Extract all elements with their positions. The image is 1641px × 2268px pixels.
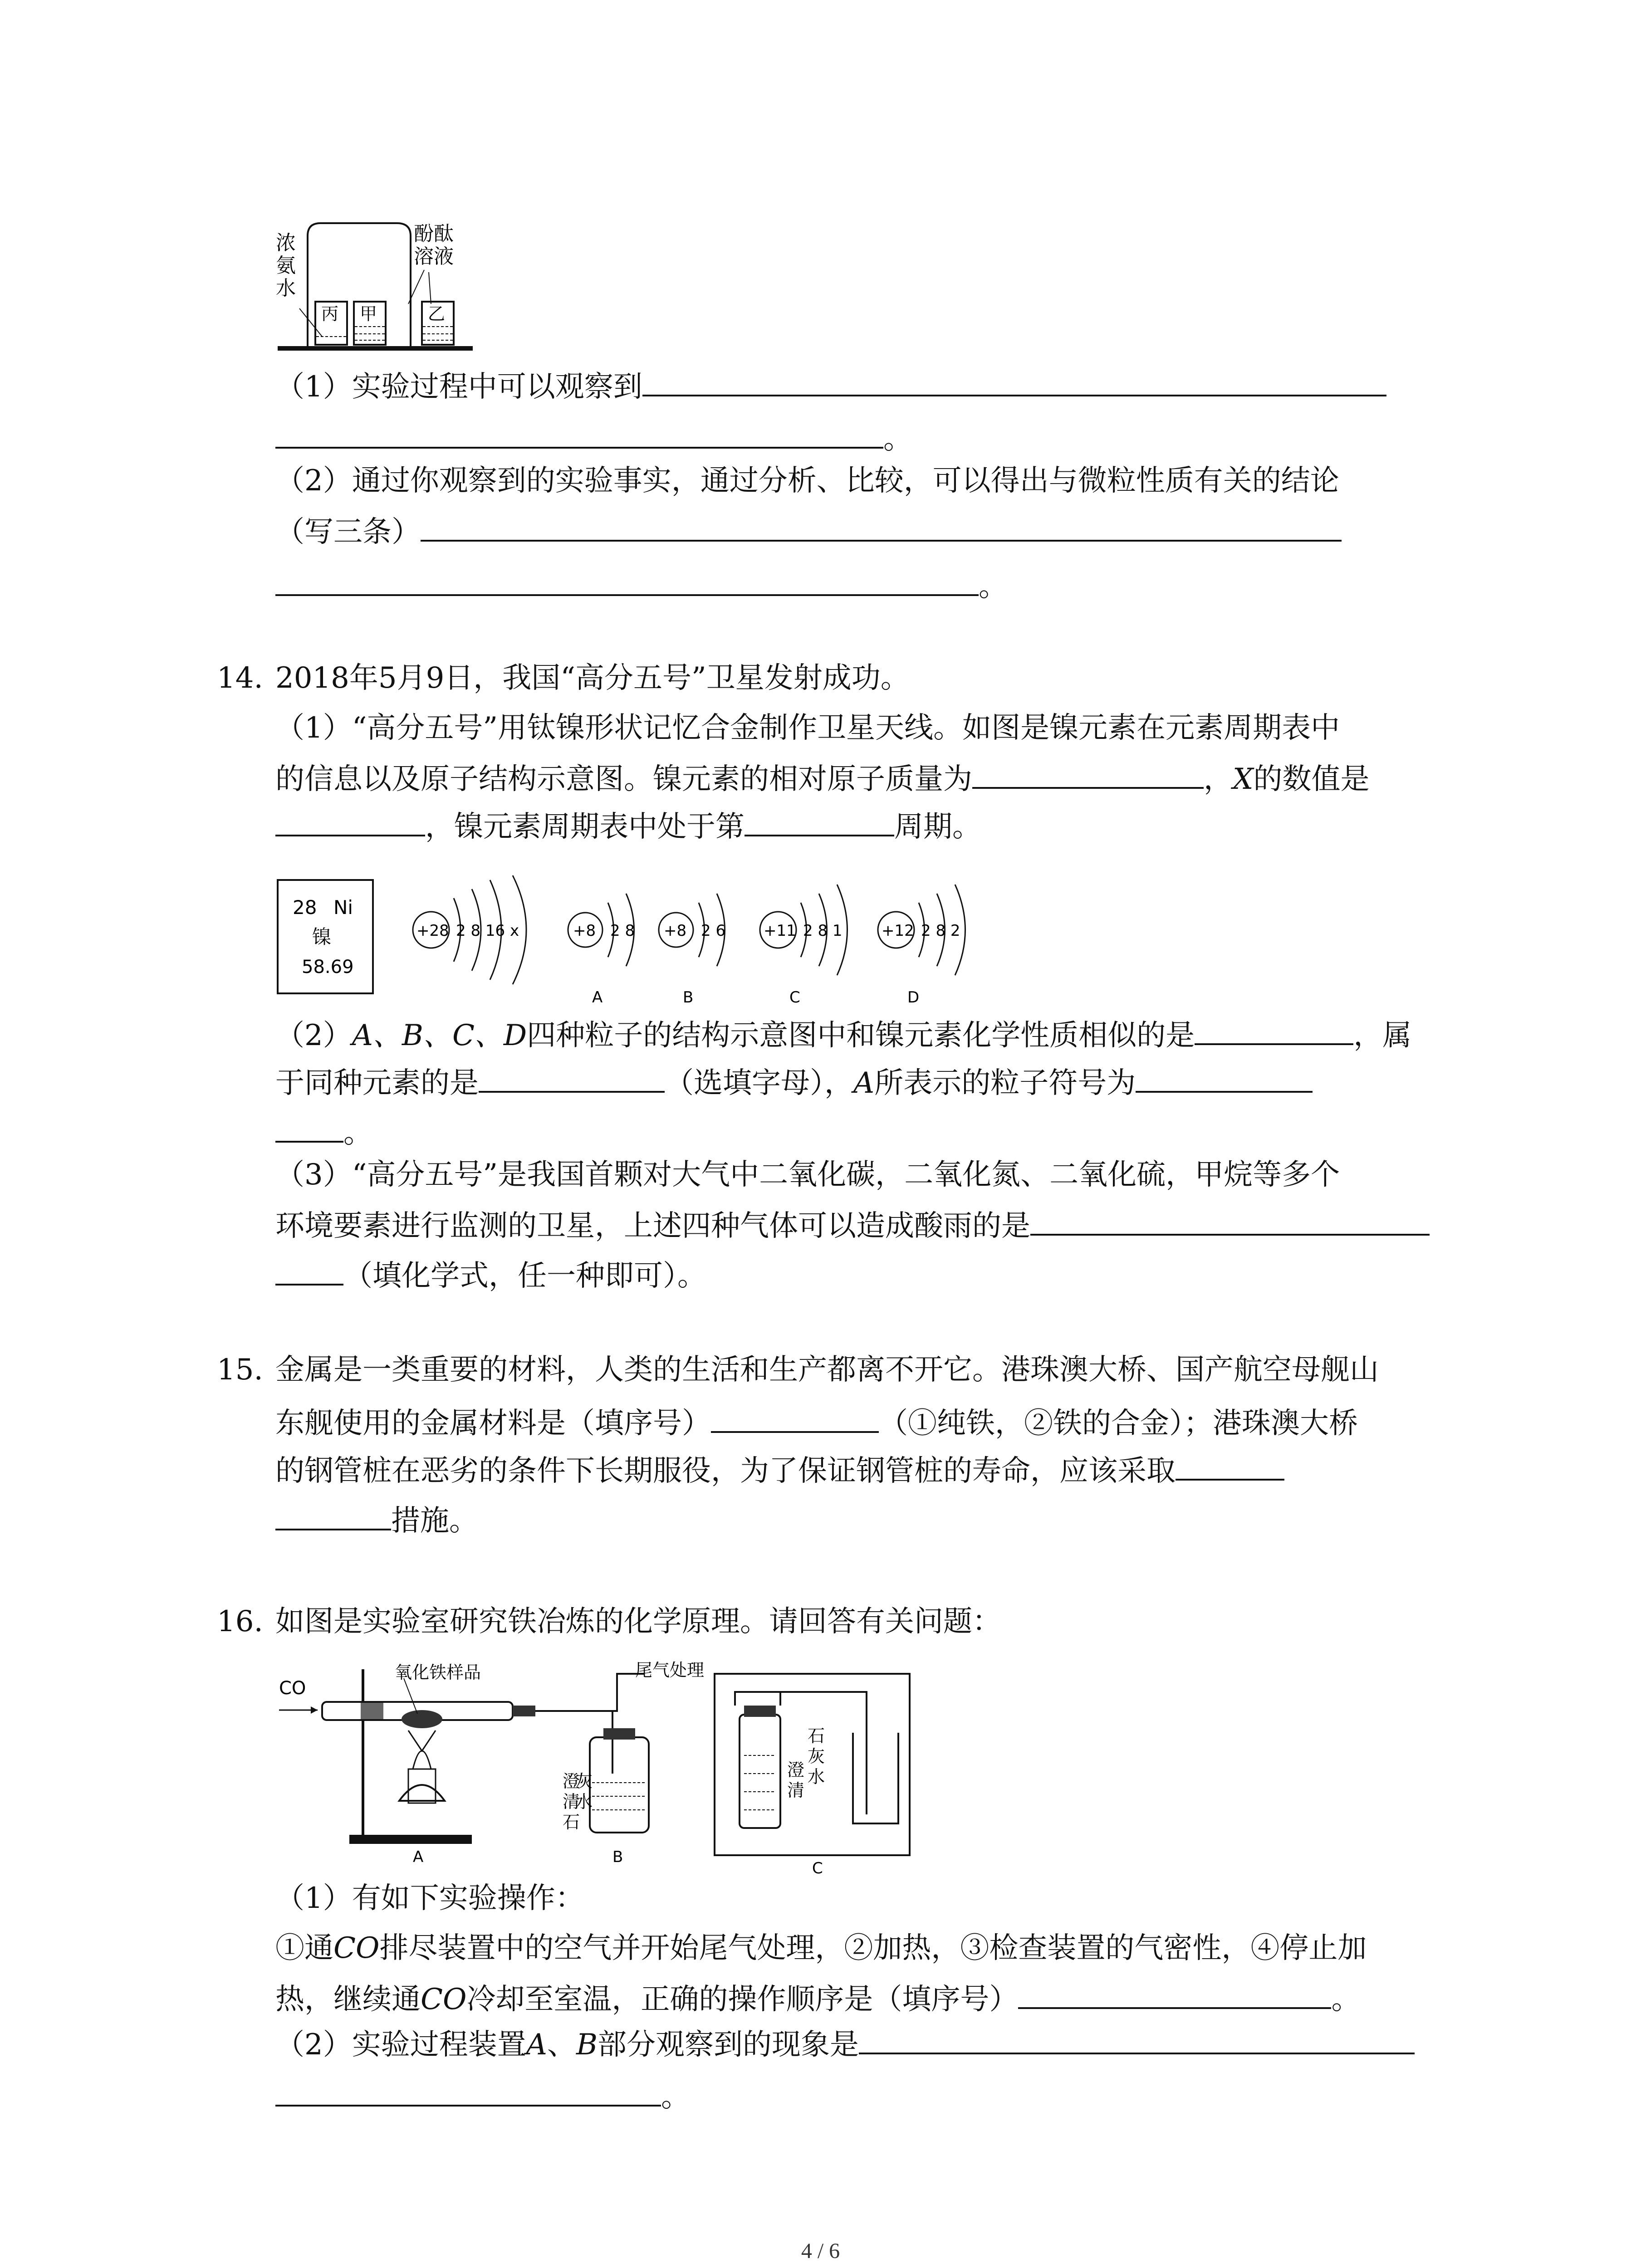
label-c: C [812,1859,823,1877]
nickel-structure-figure [272,871,989,1007]
phenol-label-1: 酚酞 [414,222,454,245]
q14-p2-line2: 于同种元素的是 （选填字母），A所表示的粒子符号为 [275,1059,1313,1104]
q14-symbol-blank-1[interactable] [1136,1059,1313,1093]
q14-number: 14. [217,661,263,695]
q16-phenomenon-blank-1[interactable] [859,2021,1415,2054]
particle-b-shells: 2 6 [701,922,726,940]
particle-c-label: C [789,988,800,1007]
q13-p2-blank-1[interactable] [421,508,1342,542]
q15-material-blank[interactable] [711,1399,879,1433]
q14-period-blank[interactable] [745,803,894,836]
q13-p1-blank-2[interactable] [275,415,883,449]
iron-smelting-apparatus [272,1651,916,1878]
element-mass: 58.69 [302,957,354,978]
particle-a-nucleus: +8 [573,922,596,940]
ammonia-label-2: 氨 [276,254,296,277]
q14-similar-blank[interactable] [1195,1012,1353,1045]
ammonia-label-3: 水 [276,277,296,300]
label-b: B [612,1848,623,1866]
particle-c-shells: 2 8 1 [803,922,843,940]
limewater-b-1: 澄 [563,1771,580,1791]
q14-symbol-blank-2[interactable] [275,1109,343,1143]
particle-d-shells: 2 8 2 [921,922,960,940]
q14-p3-line2: 环境要素进行监测的卫星，上述四种气体可以造成酸雨的是 [275,1202,1430,1246]
q16-p1-title: （1）有如下实验操作： [275,1882,584,1915]
element-symbol: Ni [333,896,353,919]
limewater-c-3: 石 [808,1726,825,1746]
co-label: CO [279,1678,306,1699]
page-number: 4 / 6 [801,2239,840,2263]
q14-p3-line3: （填化学式，任一种即可）。 [275,1252,706,1296]
particle-d-nucleus: +12 [882,922,914,940]
q16-p1-line2: 热，继续通CO冷却至室温，正确的操作顺序是（填序号） 。 [275,1975,1360,2020]
q16-order-blank[interactable] [1018,1975,1331,2009]
limewater-c-1: 澄 [787,1760,805,1780]
limewater-b-5: 水 [575,1792,593,1812]
q16-p2-line1: （2）实验过程装置A、B部分观察到的现象是 [275,2021,1415,2065]
limewater-c-4: 灰 [808,1746,825,1766]
q13-p2-line3: 。 [275,562,1008,607]
q13-p1-cont: 。 [275,415,912,459]
q14-p3-line1: （3）“高分五号”是我国首颗对大气中二氧化碳，二氧化氮、二氧化硫，甲烷等多个 [275,1158,1340,1192]
q13-p1-blank-1[interactable] [642,363,1386,396]
ammonia-diffusion-figure [272,218,481,354]
q15-line3: 的钢管桩在恶劣的条件下长期服役，为了保证钢管桩的寿命，应该采取 [275,1447,1284,1491]
ni-shells: 2 8 16 x [456,922,519,940]
q14-p1-line2: 的信息以及原子结构示意图。镍元素的相对原子质量为 ，X的数值是 [275,755,1370,800]
q15-line4: 措施。 [275,1497,478,1541]
particle-a-shells: 2 8 [610,922,635,940]
limewater-b-2: 清 [563,1792,580,1812]
q15-number: 15. [217,1353,263,1387]
q14-acid-rain-blank-2[interactable] [275,1252,343,1286]
q15-measure-blank-2[interactable] [275,1497,391,1530]
q14-p2-line1: （2）A、B、C、D四种粒子的结构示意图中和镍元素化学性质相似的是 ，属 [275,1012,1411,1056]
particle-c-nucleus: +11 [764,922,796,940]
particle-b-nucleus: +8 [664,922,687,940]
beaker-label-bing: 丙 [321,304,339,324]
q16-number: 16. [217,1605,263,1638]
particle-d-label: D [907,988,920,1007]
q14-intro: 2018年5月9日，我国“高分五号”卫星发射成功。 [275,661,910,695]
q13-p1: （1）实验过程中可以观察到 [275,363,1386,407]
ammonia-label-1: 浓 [276,231,296,254]
q16-p2-line2: 。 [275,2073,690,2117]
tail-gas-label: 尾气处理 [635,1660,705,1680]
limewater-c-2: 清 [787,1780,805,1800]
q13-p2-line2: （写三条） [275,508,1342,552]
q14-same-element-blank[interactable] [479,1059,665,1093]
q15-measure-blank-1[interactable] [1176,1447,1284,1481]
q14-p1-line1: （1）“高分五号”用钛镍形状记忆合金制作卫星天线。如图是镍元素在元素周期表中 [275,711,1340,745]
particle-a-label: A [592,988,603,1007]
q14-p2-line3: 。 [275,1109,372,1154]
beaker-label-yi: 乙 [428,304,446,324]
label-a: A [413,1848,424,1866]
q16-phenomenon-blank-2[interactable] [275,2073,661,2107]
q13-p2-blank-2[interactable] [275,562,979,596]
element-name: 镍 [312,926,332,948]
q15-line1: 金属是一类重要的材料，人类的生活和生产都离不开它。港珠澳大桥、国产航空母舰山 [275,1353,1379,1387]
bell-jar [308,223,411,349]
particle-b-label: B [683,988,694,1007]
beaker-label-jia: 甲 [360,304,377,324]
q14-x-blank[interactable] [275,803,425,836]
ni-nucleus: +28 [416,922,449,940]
q14-acid-rain-blank-1[interactable] [1030,1202,1430,1236]
limewater-b-3: 石 [563,1812,580,1832]
base-plate [278,346,473,351]
phenol-label-2: 溶液 [414,245,454,268]
q14-p1-line3: ，镍元素周期表中处于第 周期。 [275,803,981,847]
q16-intro: 如图是实验室研究铁冶炼的化学原理。请回答有关问题： [275,1605,1001,1638]
q13-p2-line1: （2）通过你观察到的实验事实，通过分析、比较，可以得出与微粒性质有关的结论 [275,464,1339,498]
q15-line2: 东舰使用的金属材料是（填序号） （①纯铁，②铁的合金）；港珠澳大桥 [275,1399,1358,1444]
q14-mass-blank[interactable] [972,755,1204,789]
element-number: 28 [293,896,317,919]
sample-label: 氧化铁样品 [395,1662,481,1682]
limewater-b-4: 灰 [575,1771,593,1791]
limewater-c-5: 水 [808,1767,825,1787]
q16-p1-line1: ①通CO排尽装置中的空气并开始尾气处理，②加热，③检查装置的气密性，④停止加 [275,1931,1367,1965]
